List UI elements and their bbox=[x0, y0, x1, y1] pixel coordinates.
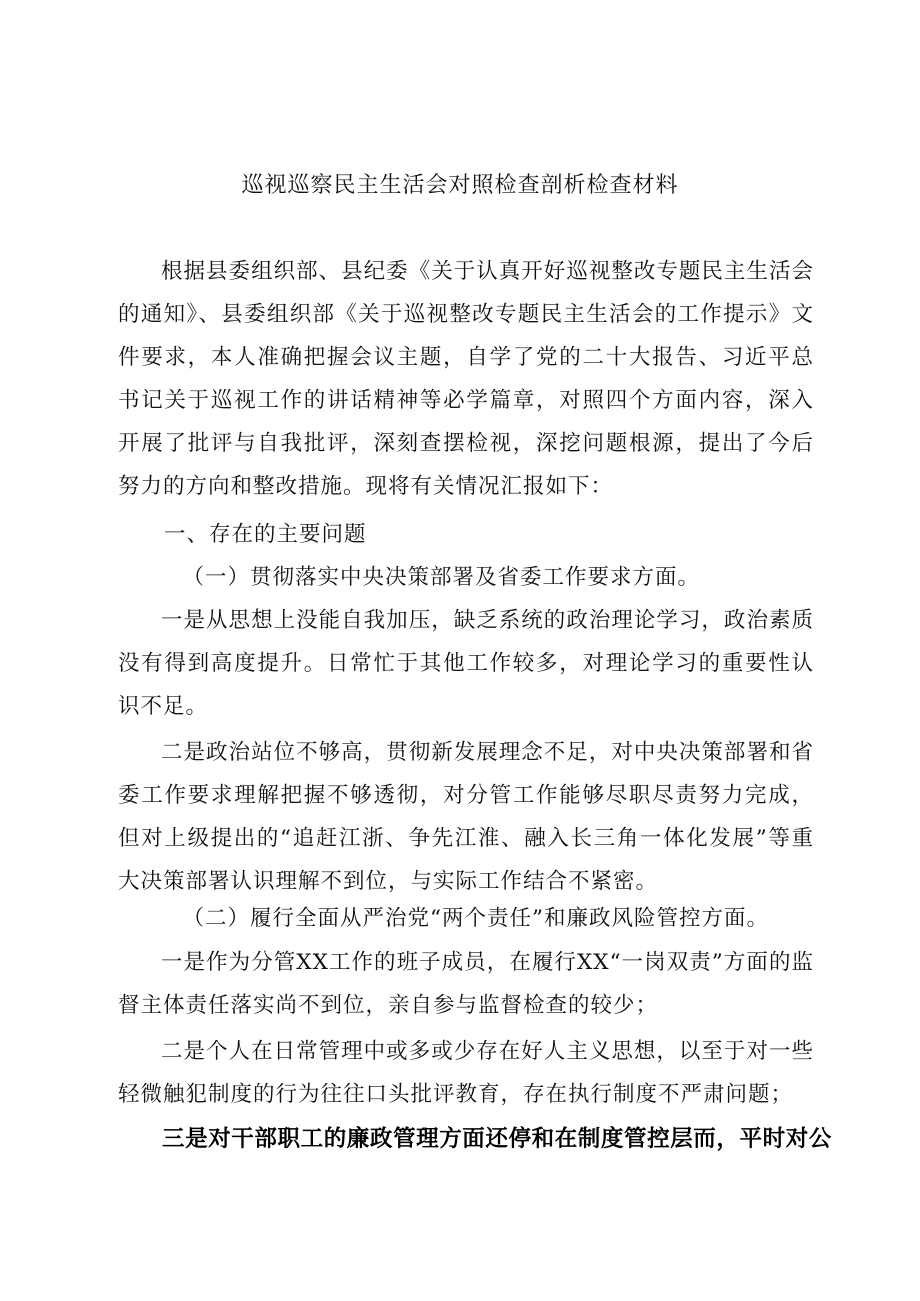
subsection-1-paragraph-1: 一是从思想上没能自我加压，缺乏系统的政治理论学习，政治素质没有得到高度提升。日常忙于其他工作较多，对理论学习的重要性认识不足。 bbox=[118, 608, 814, 719]
subsection-2-paragraph-2: 二是个人在日常管理中或多或少存在好人主义思想，以至于对一些轻微触犯制度的行为往往口头批评教育，存在执行制度不严肃问题； bbox=[118, 1039, 814, 1107]
subsection-heading-1: （一）贯彻落实中央决策部署及省委工作要求方面。 bbox=[182, 565, 701, 590]
subsection-1-paragraph-2: 二是政治站位不够高，贯彻新发展理念不足，对中央决策部署和省委工作要求理解把握不够透彻，对分管工作能够尽职尽责努力完成，但对上级提出的“追赶江浙、争先江淮、融入长三角一体化发展”等重大决策部署认识理解不到位，与实际工作结合不紧密。 bbox=[118, 740, 814, 894]
section-heading-main-problems: 一、存在的主要问题 bbox=[164, 522, 367, 547]
subsection-2-paragraph-3: 三是对干部职工的廉政管理方面还停和在制度管控层而，平时对公 bbox=[162, 1126, 832, 1152]
intro-paragraph: 根据县委组织部、县纪委《关于认真开好巡视整改专题民主生活会的通知》、县委组织部《关于巡视整改专题民主生活会的工作提示》文件要求，本人准确把握会议主题，自学了党的二十大报告、习近平总书记关于巡视工作的讲话精神等必学篇章，对照四个方面内容，深入开展了批评与自我批评，深刻查摆检视，深挖问题根源，提出了今后努力的方向和整改措施。现将有关情况汇报如下： bbox=[118, 259, 814, 499]
document-title: 巡视巡察民主生活会对照检查剖析检查材料 bbox=[241, 173, 679, 198]
subsection-heading-2: （二）履行全面从严治党“两个责任”和廉政风险管控方面。 bbox=[182, 906, 769, 931]
subsection-2-paragraph-1: 一是作为分管XX工作的班子成员，在履行XX“一岗双责”方面的监督主体责任落实尚不到位，亲自参与监督检查的较少； bbox=[118, 950, 814, 1018]
